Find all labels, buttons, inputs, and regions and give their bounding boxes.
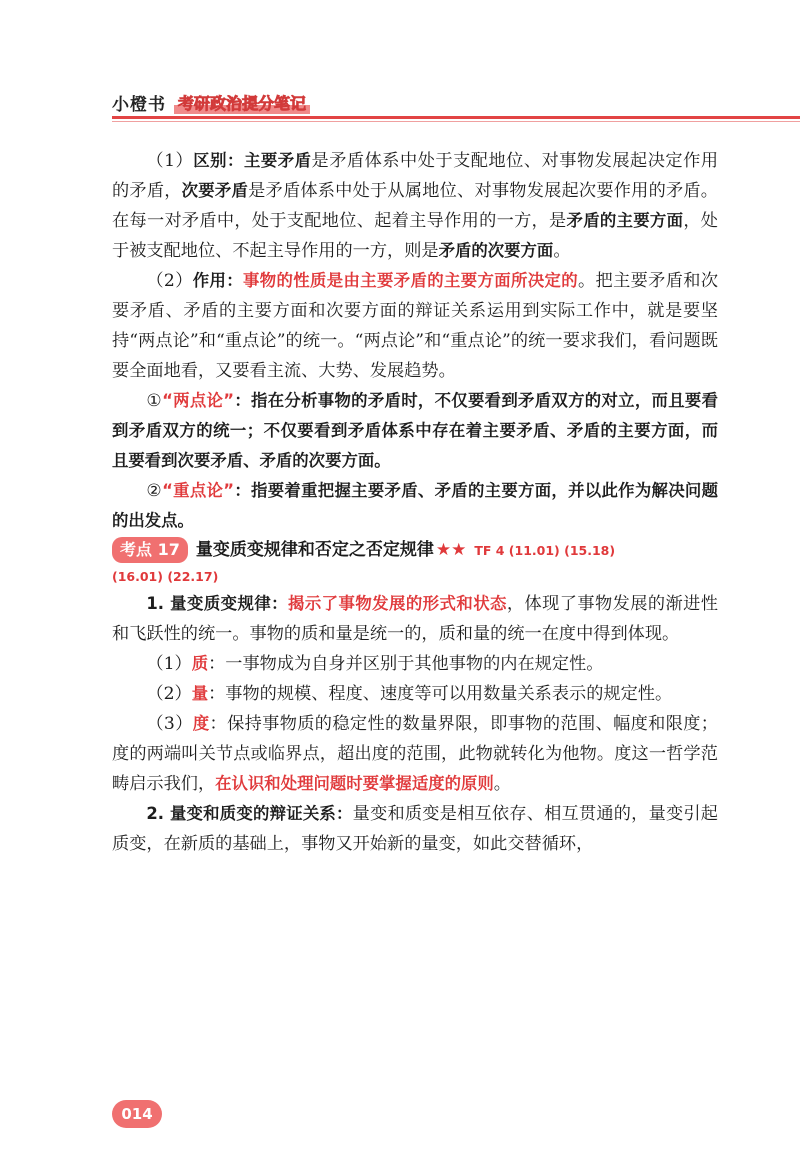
term-principal-contradiction: 主要矛盾 (243, 151, 312, 170)
term-secondary-contradiction: 次要矛盾 (181, 181, 249, 200)
paragraph-measure: （3）度：保持事物质的稳定性的数量界限，即事物的范围、幅度和限度；度的两端叫关节点或临界点，超出度的范围，此物就转化为他物。度这一哲学范畴启示我们，在认识和处理问题时要掌握适度的原则。 (112, 714, 718, 794)
label-dialectical-relation: 2. 量变和质变的辩证关系： (146, 804, 353, 823)
paragraph-distinction: （1）区别：主要矛盾是矛盾体系中处于支配地位、对事物发展起决定作用的矛盾，次要矛盾是矛盾体系中处于从属地位、对事物发展起次要作用的矛盾。在每一对矛盾中，处于支配地位、起着主导作用的一方，是矛盾的主要方面，处于被支配地位、不起主导作用的一方，则是矛盾的次要方面。 (112, 151, 719, 261)
paragraph-dialectical-relation: 2. 量变和质变的辩证关系：量变和质变是相互依存、相互贯通的，量变引起质变，在新质的基础上，事物又开始新的量变，如此交替循环， (112, 804, 718, 854)
term-quality: 质 (191, 654, 209, 673)
book-subtitle: 考研政治提分笔记 (174, 91, 310, 114)
paragraph-quantity-quality-law: 1. 量变质变规律：揭示了事物发展的形式和状态，体现了事物发展的渐进性和飞跃性的统一。事物的质和量是统一的，质和量的统一在度中得到体现。 (112, 594, 718, 644)
exam-point-title: 量变质变规律和否定之否定规律 (195, 540, 434, 560)
paragraph-function: （2）作用：事物的性质是由主要矛盾的主要方面所决定的。把主要矛盾和次要矛盾、矛盾的主要方面和次要方面的辩证关系运用到实际工作中，就是要坚持“两点论”和“重点论”的统一。“两点论”和“重点论”的统一要求我们，看问题既要全面地看，又要看主流、大势、发展趋势。 (112, 271, 719, 381)
term-quantity: 量 (191, 684, 209, 703)
label-function: 作用： (192, 271, 244, 290)
exam-point-badge: 考点 17 (112, 537, 188, 563)
paragraph-key-point-theory: ②“重点论”：指要着重把握主要矛盾、矛盾的主要方面，并以此作为解决问题的出发点。 (112, 481, 719, 530)
page-header (112, 90, 310, 115)
brand-name: 小橙书 (112, 95, 166, 115)
paragraph-quantity: （2）量：事物的规模、程度、速度等可以用数量关系表示的规定性。 (146, 684, 673, 704)
paragraph-two-point-theory: ①“两点论”：指在分析事物的矛盾时，不仅要看到矛盾双方的对立，而且要看到矛盾双方的统一；不仅要看到矛盾体系中存在着主要矛盾、矛盾的主要方面，而且要看到次要矛盾、矛盾的次要方面。 (112, 391, 719, 470)
exam-frequency: TF 4 (11.01) (15.18) (474, 543, 616, 558)
header-rule-thin (112, 121, 800, 122)
term-secondary-aspect: 矛盾的次要方面 (438, 241, 554, 260)
key-point-red: 事物的性质是由主要矛盾的主要方面所决定的 (243, 271, 578, 290)
term-measure: 度 (192, 714, 210, 733)
star-rating-icon: ★★ (435, 540, 467, 560)
page-body (112, 146, 718, 859)
term-two-point-theory: “两点论” (162, 391, 235, 410)
label-quantity-quality-law: 1. 量变质变规律： (146, 594, 289, 613)
term-principal-aspect: 矛盾的主要方面 (566, 211, 684, 230)
header-rule (112, 116, 800, 119)
paragraph-quality: （1）质：一事物成为自身并区别于其他事物的内在规定性。 (146, 654, 604, 674)
term-key-point-theory: “重点论” (162, 481, 235, 500)
exam-frequency-cont: (16.01) (22.17) (112, 569, 219, 584)
page-number: 014 (112, 1100, 162, 1128)
exam-point-heading (112, 536, 718, 565)
label-distinction: 区别： (193, 151, 244, 170)
